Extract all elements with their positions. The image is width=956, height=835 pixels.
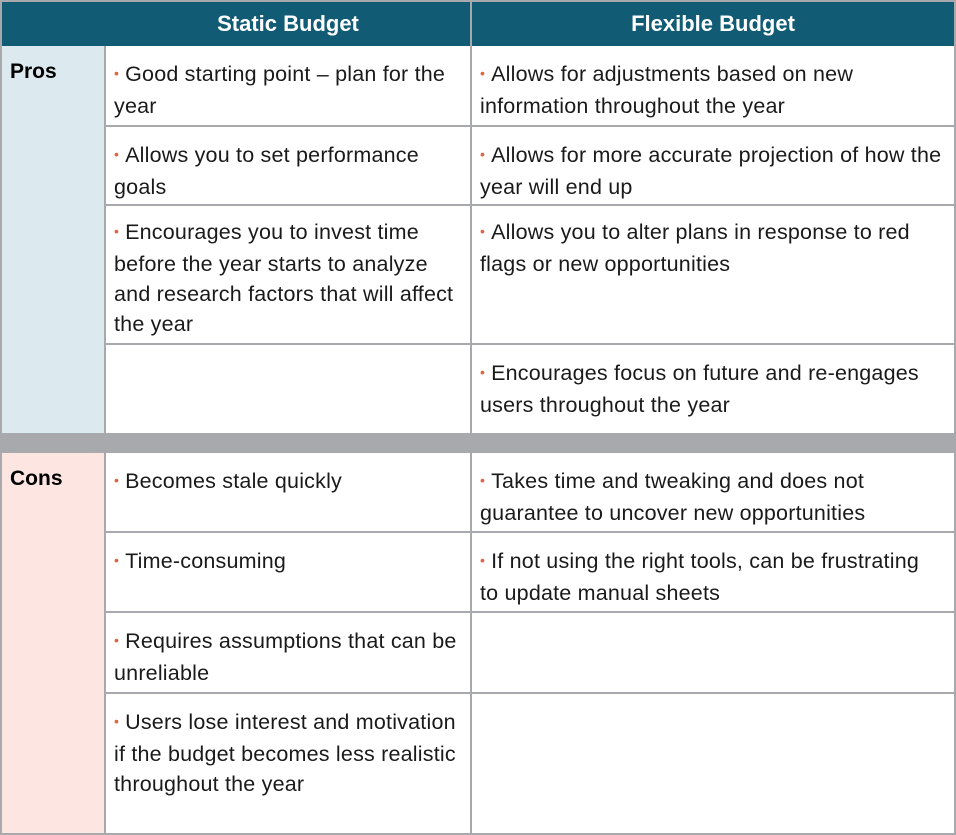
bullet-icon: • — [114, 472, 120, 488]
cell-text: Becomes stale quickly — [125, 469, 343, 493]
bullet-icon: • — [480, 364, 486, 380]
bullet-icon: • — [114, 632, 120, 648]
cons-label: Cons — [2, 453, 104, 833]
section-separator — [2, 433, 954, 453]
cons-flexible-cell-empty — [472, 613, 954, 692]
bullet-icon: • — [114, 65, 120, 81]
pros-flexible-cell — [472, 345, 954, 433]
cell-text: Encourages you to invest time before the year starts to analyze and research factors that will affect the year — [114, 220, 454, 336]
cell-text: Time-consuming — [125, 549, 287, 573]
cons-flexible-cell-empty — [472, 694, 954, 833]
pros-static-cell-empty — [106, 345, 470, 433]
bullet-icon: • — [114, 223, 120, 239]
pros-flexible-cell — [472, 127, 954, 204]
pros-static-cell — [106, 204, 470, 343]
bullet-icon: • — [480, 146, 486, 162]
cell-text: Good starting point – plan for the year — [114, 62, 446, 118]
cons-static-cell — [106, 453, 470, 531]
cell-text: If not using the right tools, can be frustrating to update manual sheets — [480, 549, 920, 605]
cell-text: Allows you to set performance goals — [114, 143, 419, 199]
header-static-budget: Static Budget — [217, 11, 359, 36]
cell-text: Users lose interest and motivation if the budget becomes less realistic throughout the year — [114, 710, 456, 796]
cons-static-cell — [106, 613, 470, 692]
pros-flexible-cell — [472, 46, 954, 125]
pros-static-cell — [106, 46, 470, 125]
bullet-icon: • — [480, 223, 486, 239]
bullet-icon: • — [480, 65, 486, 81]
cell-text: Allows for adjustments based on new information throughout the year — [480, 62, 854, 118]
cell-text: Takes time and tweaking and does not guarantee to uncover new opportunities — [480, 469, 866, 525]
cons-static-cell — [106, 533, 470, 611]
cell-text: Encourages focus on future and re-engages users throughout the year — [480, 361, 919, 417]
pros-flexible-cell — [472, 204, 954, 343]
header-flexible-budget: Flexible Budget — [631, 11, 795, 36]
bullet-icon: • — [480, 552, 486, 568]
cons-flexible-cell — [472, 453, 954, 531]
bullet-icon: • — [114, 713, 120, 729]
bullet-icon: • — [114, 146, 120, 162]
bullet-icon: • — [114, 552, 120, 568]
pros-label: Pros — [2, 46, 104, 433]
pros-static-cell — [106, 127, 470, 204]
bullet-icon: • — [480, 472, 486, 488]
cons-flexible-cell — [472, 533, 954, 611]
cell-text: Requires assumptions that can be unreliable — [114, 629, 457, 685]
cell-text: Allows for more accurate projection of how the year will end up — [480, 143, 942, 199]
cons-static-cell — [106, 694, 470, 833]
table-header — [2, 2, 954, 46]
cell-text: Allows you to alter plans in response to red flags or new opportunities — [480, 220, 910, 276]
